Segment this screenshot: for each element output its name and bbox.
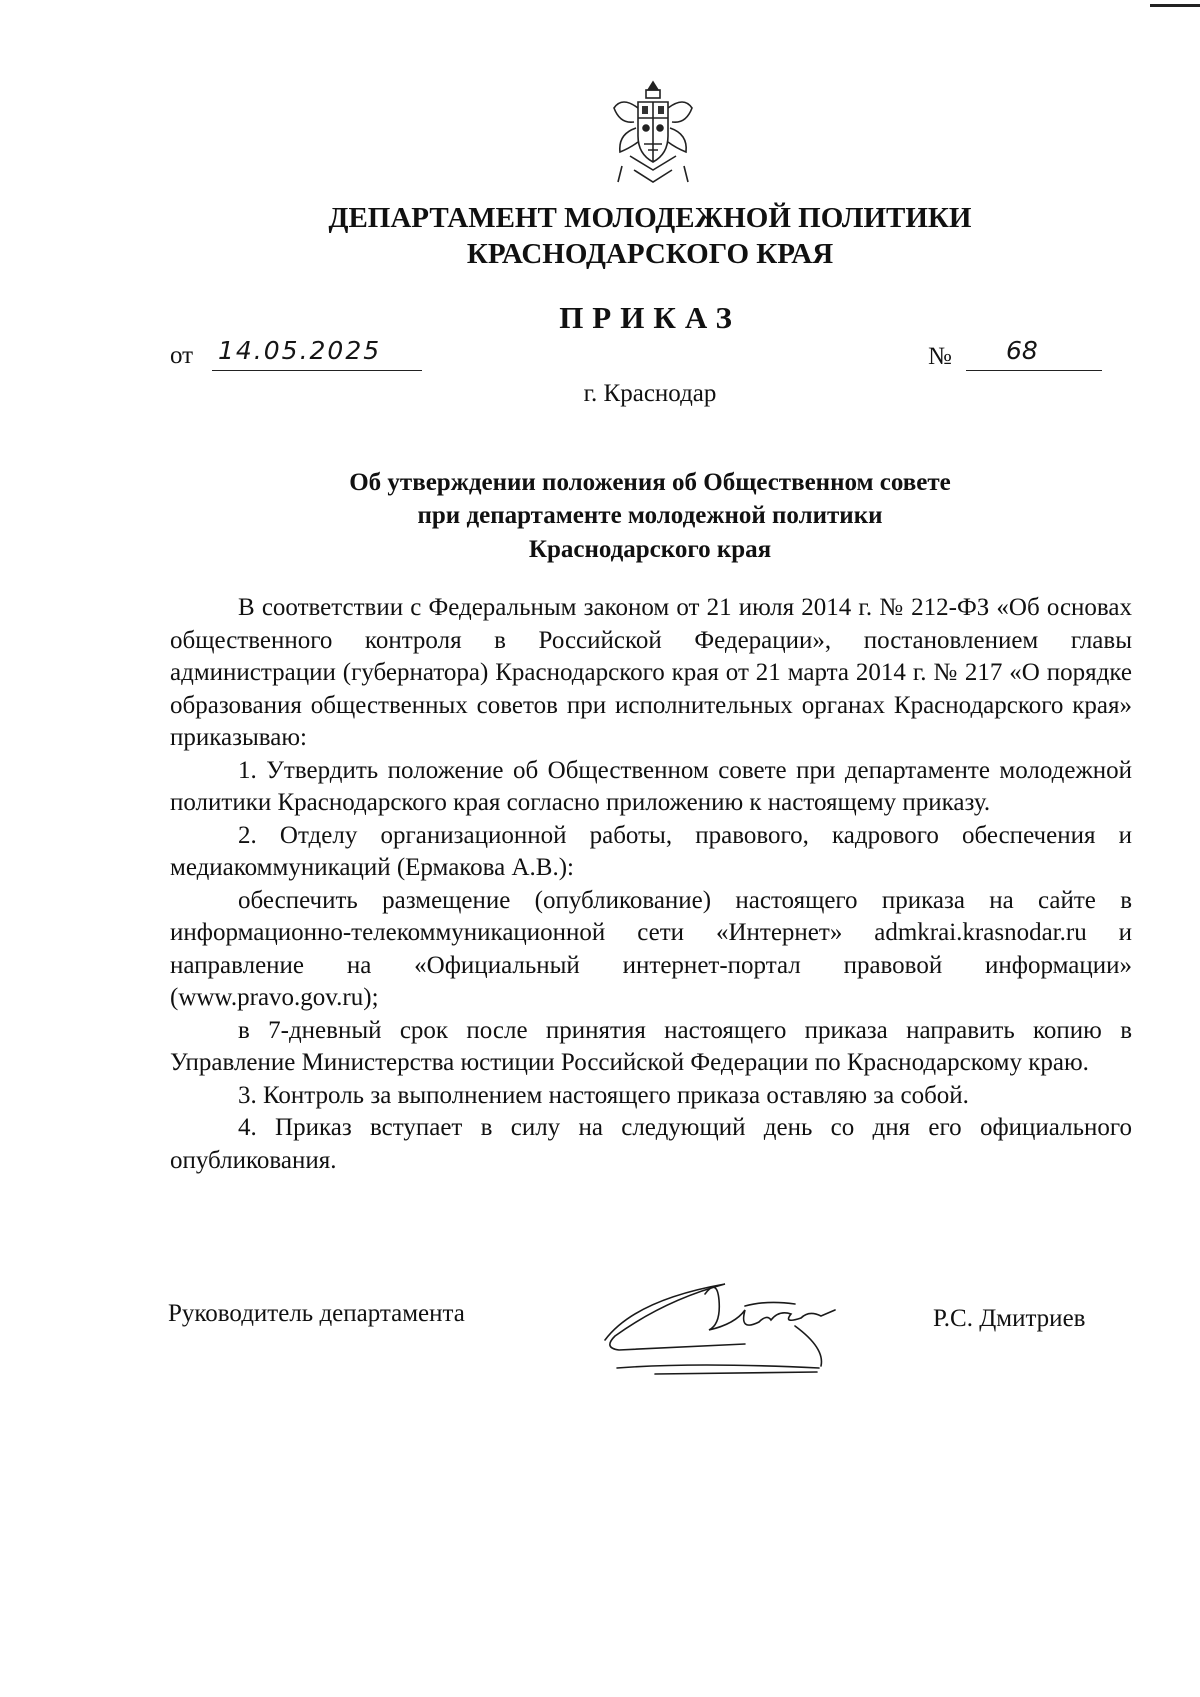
item-3-paragraph: 3. Контроль за выполнением настоящего приказа оставляю за собой.: [238, 1081, 969, 1109]
number-field: [966, 336, 1102, 371]
item-4-paragraph: 4. Приказ вступает в силу на следующий день со дня его официального опубликования.: [170, 1114, 1132, 1174]
subject-line3: Краснодарского края: [528, 536, 772, 563]
department-name-line1: ДЕПАРТАМЕНТ МОЛОДЕЖНОЙ ПОЛИТИКИ: [328, 202, 972, 234]
document-title: ПРИКАЗ: [559, 300, 741, 335]
handwritten-date: 14.05.2025: [218, 336, 382, 365]
date-field: [212, 336, 422, 371]
number-label: №: [928, 343, 952, 370]
item-2-sub-2-paragraph: в 7-дневный срок после принятия настоящего приказа направить копию в Управление Министерства юстиции Российской Федерации по Краснодарскому краю.: [170, 1016, 1132, 1076]
preamble-paragraph: В соответствии с Федеральным законом от 21 июля 2014 г. № 212-ФЗ «Об основах общественного контроля в Российской Федерации», постановлением главы администрации (губернатора) Краснодарского края от 21 марта 2014 г. № 217 «О порядке образования общественных советов при исполнительных органах Краснодарского края» приказываю:: [170, 594, 1132, 751]
signatory-position: Руководитель департамента: [168, 1300, 465, 1327]
signature-icon: [595, 1270, 885, 1390]
subject-line2: при департаменте молодежной политики: [417, 502, 883, 529]
department-name-line2: КРАСНОДАРСКОГО КРАЯ: [466, 238, 834, 270]
order-body: [170, 592, 1132, 1177]
scan-corner-mark: [1150, 4, 1200, 7]
item-2-sub-1-paragraph: обеспечить размещение (опубликование) настоящего приказа на сайте в информационно-телекоммуникационной сети «Интернет» admkrai.krasnodar.ru и направление на «Официальный интернет-портал правовой информации» (www.pravo.gov.ru);: [170, 886, 1132, 1011]
subject-line1: Об утверждении положения об Общественном совете: [349, 469, 951, 496]
item-2-paragraph: 2. Отделу организационной работы, правового, кадрового обеспечения и медиакоммуникаций (Ермакова А.В.):: [170, 821, 1132, 881]
item-1-paragraph: 1. Утвердить положение об Общественном совете при департаменте молодежной политики Краснодарского края согласно приложению к настоящему приказу.: [170, 756, 1132, 816]
handwritten-number: 68: [1006, 336, 1038, 365]
signatory-name: Р.С. Дмитриев: [933, 1305, 1086, 1332]
city: г. Краснодар: [583, 380, 717, 407]
date-prefix: от: [170, 342, 194, 369]
coat-of-arms-icon: [608, 78, 698, 190]
